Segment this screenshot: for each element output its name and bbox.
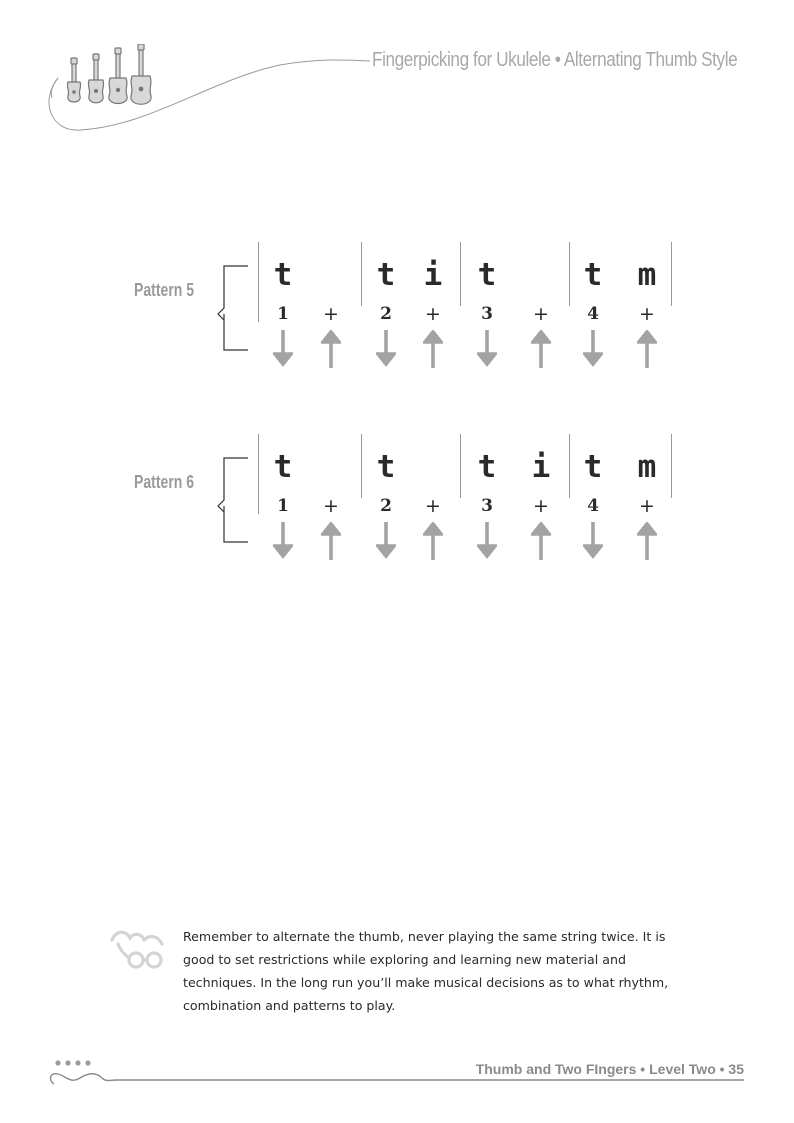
- pattern-6-block: [0, 428, 794, 588]
- beat-count: 2: [380, 304, 392, 324]
- beat-count: +: [323, 495, 339, 517]
- finger-symbol: t: [273, 449, 293, 485]
- bar-line: [460, 242, 461, 306]
- down-arrow-icon: [583, 522, 603, 562]
- down-arrow-icon: [583, 330, 603, 370]
- beat-count: 4: [587, 496, 599, 516]
- down-arrow-icon: [477, 522, 497, 562]
- finger-symbol: m: [637, 449, 657, 485]
- beat-count: 3: [481, 304, 493, 324]
- page-footer: Thumb and Two FIngers • Level Two • 35: [475, 1061, 744, 1077]
- bar-line: [460, 434, 461, 498]
- pattern-label: Pattern 5: [134, 280, 195, 300]
- bar-line: [569, 242, 570, 306]
- up-arrow-icon: [321, 330, 341, 370]
- bar-line: [671, 434, 672, 498]
- bar-line: [361, 242, 362, 306]
- bar-line: [258, 242, 259, 322]
- up-arrow-icon: [321, 522, 341, 562]
- bar-line: [671, 242, 672, 306]
- up-arrow-icon: [531, 522, 551, 562]
- finger-symbol: t: [376, 257, 396, 293]
- finger-symbol: i: [423, 257, 443, 293]
- running-header-title: Fingerpicking for Ukulele • Alternating Thumb Style: [372, 49, 738, 71]
- beat-count: +: [533, 495, 549, 517]
- pattern-5-block: [0, 236, 794, 396]
- down-arrow-icon: [273, 522, 293, 562]
- glasses-tip-icon: [108, 926, 172, 972]
- bar-line: [569, 434, 570, 498]
- finger-symbol: t: [376, 449, 396, 485]
- up-arrow-icon: [637, 330, 657, 370]
- up-arrow-icon: [531, 330, 551, 370]
- beat-count: 1: [277, 304, 289, 324]
- bracket-icon: [212, 456, 252, 544]
- bar-line: [361, 434, 362, 498]
- down-arrow-icon: [376, 522, 396, 562]
- tip-paragraph: Remember to alternate the thumb, never playing the same string twice. It is good to set restrictions while exploring and learning new material and techniques. In the long run you’ll make musical decisions as to what rhythm, combination and patterns to play.: [183, 929, 669, 1013]
- finger-symbol: t: [273, 257, 293, 293]
- bar-line: [258, 434, 259, 514]
- ukulele-group-icon: [64, 44, 164, 110]
- beat-count: +: [425, 303, 441, 325]
- down-arrow-icon: [477, 330, 497, 370]
- beat-count: +: [639, 495, 655, 517]
- finger-symbol: t: [477, 449, 497, 485]
- up-arrow-icon: [637, 522, 657, 562]
- beat-count: +: [639, 303, 655, 325]
- pattern-label: Pattern 6: [134, 472, 195, 492]
- finger-symbol: i: [531, 449, 551, 485]
- finger-symbol: t: [583, 257, 603, 293]
- down-arrow-icon: [376, 330, 396, 370]
- bracket-icon: [212, 264, 252, 352]
- beat-count: 4: [587, 304, 599, 324]
- finger-symbol: m: [637, 257, 657, 293]
- finger-symbol: t: [583, 449, 603, 485]
- beat-count: +: [533, 303, 549, 325]
- beat-count: 1: [277, 496, 289, 516]
- up-arrow-icon: [423, 522, 443, 562]
- beat-count: +: [425, 495, 441, 517]
- down-arrow-icon: [273, 330, 293, 370]
- beat-count: 3: [481, 496, 493, 516]
- beat-count: +: [323, 303, 339, 325]
- beat-count: 2: [380, 496, 392, 516]
- up-arrow-icon: [423, 330, 443, 370]
- finger-symbol: t: [477, 257, 497, 293]
